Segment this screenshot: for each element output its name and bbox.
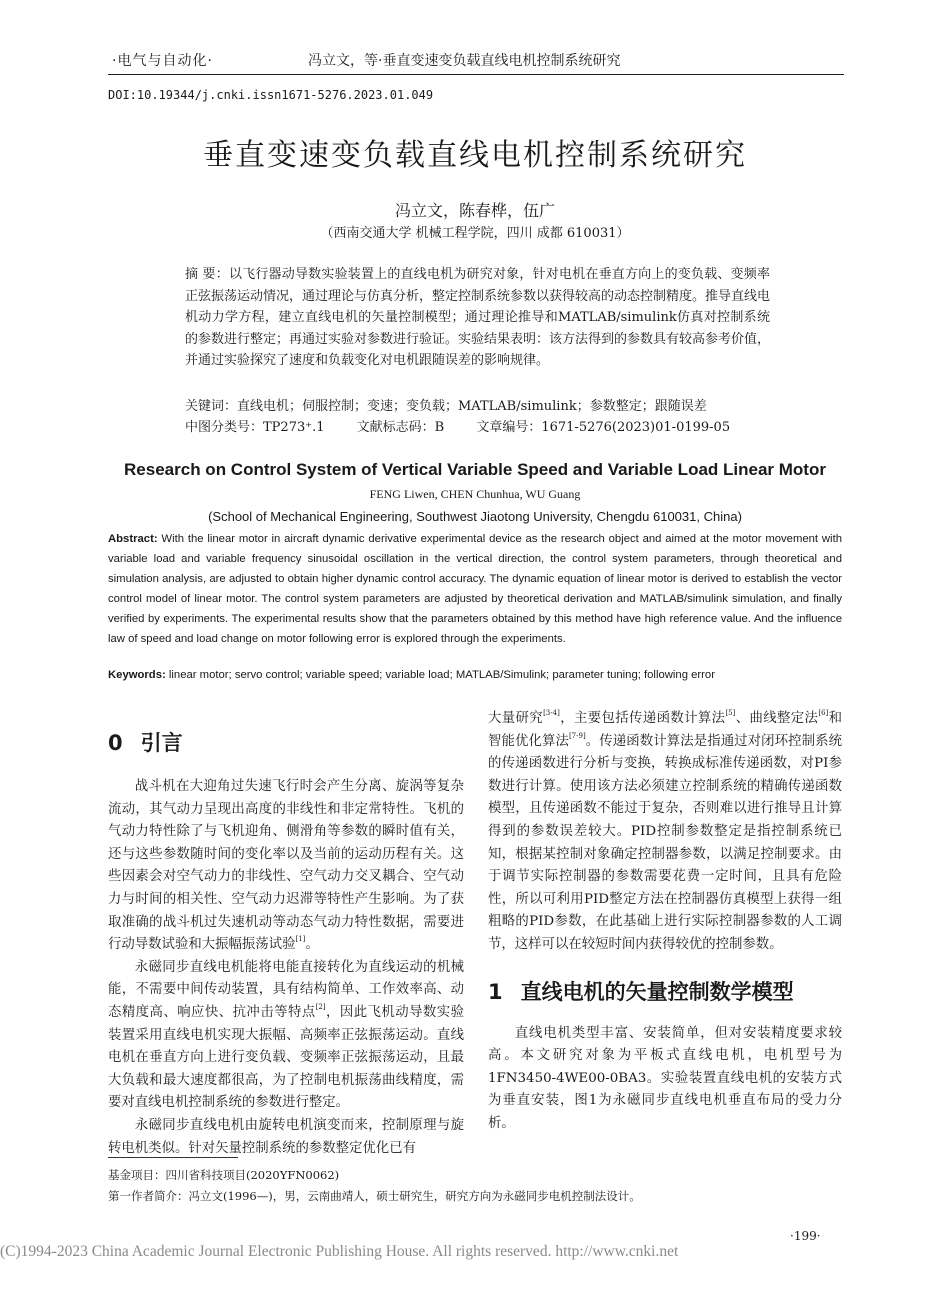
keywords-cn: 关键词：直线电机；伺服控制；变速；变负载；MATLAB/simulink；参数整定；跟随误差 (185, 399, 707, 414)
affiliation-cn: （西南交通大学 机械工程学院，四川 成都 610031） (320, 226, 630, 241)
copyright-watermark: (C)1994-2023 China Academic Journal Electronic Publishing House. All rights reserved. http://www.cnki.net (0, 1243, 679, 1260)
citation: [1] (295, 935, 306, 944)
footnote-author: 第一作者简介：冯立文(1996—)，男，云南曲靖人，硕士研究生，研究方向为永磁同步电机控制法设计。 (108, 1189, 641, 1203)
abstract-cn: 摘 要：以飞行器动导数实验装置上的直线电机为研究对象，针对电机在垂直方向上的变负载、变频率正弦振荡运动情况，通过理论与仿真分析，整定控制系统参数以获得较高的动态控制精度。推导直线电机动力学方程，建立直线电机的矢量控制模型；通过理论推导和MATLAB/simulink仿真对控制系统的参数进行整定；再通过实验对参数进行验证。实验结果表明：该方法得到的参数具有较高参考价值，并通过实验探究了速度和负载变化对电机跟随误差的影响规律。 (185, 267, 771, 369)
keywords-en (108, 669, 842, 681)
abstract-en (108, 529, 842, 650)
running-title: 冯立文，等·垂直变速变负载直线电机控制系统研究 (308, 53, 621, 69)
citation: [5] (725, 709, 736, 717)
paragraph: 战斗机在大迎角过失速飞行时会产生分离、旋涡等复杂流动，其气动力呈现出高度的非线性和非定常特性。飞机的气动力特性除了与飞机迎角、侧滑角等参数的瞬时值有关，还与这些参数随时间的变化率以及当前的运动历程有关。这些因素会对空气动力的非线性、空气动力交叉耦合、空气动力与时间的相关性、空气动力迟滞等特性产生影响。为了获取准确的战斗机过失速机动等动态气动力特性数据，需要进行动导数试验和大振幅振荡试验[1]。 (108, 779, 464, 953)
citation: [2] (315, 1002, 326, 1011)
right-column (488, 708, 842, 1136)
affiliation-en: (School of Mechanical Engineering, Southwest Jiaotong University, Chengdu 610031, China) (208, 509, 742, 524)
journal-section: ·电气与自动化· (112, 53, 213, 69)
footnote-fund: 基金项目：四川省科技项目(2020YFN0062) (108, 1168, 340, 1182)
clc-number: 中图分类号：TP273⁺.1 (185, 420, 325, 435)
citation: [7-9] (568, 731, 586, 740)
citation: [3-4] (543, 709, 560, 717)
section-heading-1 (488, 977, 842, 1007)
abstract-label: Abstract: (108, 533, 158, 545)
authors-en: FENG Liwen, CHEN Chunhua, WU Guang (369, 487, 581, 501)
paper-title-cn: 垂直变速变负载直线电机控制系统研究 (203, 138, 747, 173)
paper-title-en: Research on Control System of Vertical Variable Speed and Variable Load Linear Motor (124, 460, 826, 479)
classification-line (185, 417, 770, 439)
header-rule (108, 74, 844, 75)
section-title: 引言 (140, 731, 183, 755)
section-number: 0 (108, 731, 123, 755)
article-number: 文章编号：1671-5276(2023)01-0199-05 (476, 420, 731, 435)
paragraph: 永磁同步直线电机由旋转电机演变而来，控制原理与旋转电机类似。针对矢量控制系统的参数整定优化已有 (108, 1117, 464, 1156)
keywords-label: Keywords: (108, 669, 166, 681)
keywords-text: linear motor; servo control; variable speed; variable load; MATLAB/Simulink; parameter tuning; following error (168, 669, 715, 681)
paragraph: 永磁同步直线电机能将电能直接转化为直线运动的机械能，不需要中间传动装置，具有结构简单、工作效率高、动态精度高、响应快、抗冲击等特点[2]，因此飞机动导数实验装置采用直线电机实现大振幅、高频率正弦振荡运动。直线电机在垂直方向上进行变负载、变频率正弦振荡运动，且最大负载和最大速度都很高，为了控制电机振荡曲线精度，需要对直线电机控制系统的参数进行整定。 (108, 959, 465, 1111)
footnote-rule (108, 1157, 238, 1158)
doi: DOI:10.19344/j.cnki.issn1671-5276.2023.01.049 (108, 88, 434, 102)
document-code: 文献标志码：B (356, 420, 445, 435)
section-number: 1 (488, 979, 503, 1004)
paragraph: 直线电机类型丰富、安装简单，但对安装精度要求较高。本文研究对象为平板式直线电机，电机型号为1FN3450-4WE00-0BA3。实验装置直线电机的安装方式为垂直安装，图1为永磁同步直线电机垂直布局的受力分析。 (488, 1025, 842, 1131)
section-title: 直线电机的矢量控制数学模型 (520, 979, 794, 1004)
section-heading-0 (108, 728, 464, 758)
paragraph: 大量研究[3-4]，主要包括传递函数计算法[5]、曲线整定法[6]和智能优化算法[7-9]。传递函数计算法是指通过对闭环控制系统的传递函数进行分析与变换，转换成标准传递函数，对PI参数进行计算。使用该方法必须建立控制系统的精确传递函数模型，且传递函数不能过于复杂，否则难以进行推导且计算得到的参数误差较大。PID控制参数整定是指控制系统已知，根据某控制对象确定控制器参数，以满足控制要求。由于调节实际控制器的参数需要花费一定时间，且具有危险性，所以可利用PID整定方法在控制器仿真模型上获得一组粗略的PID参数，在此基础上进行实际控制器参数的人工调节，这样可以在较短时间内获得较优的控制参数。 (488, 709, 843, 952)
page-number: ·199· (790, 1229, 821, 1243)
citation: [6] (818, 709, 829, 717)
authors-cn: 冯立文，陈春桦，伍广 (394, 201, 555, 220)
left-column (108, 728, 464, 1160)
abstract-text: With the linear motor in aircraft dynamic derivative experimental device as the research object and aimed at the motor movement with variable load and variable frequency sinusoidal oscillation in the vertical direction, the control system parameters, through theoretical and simulation analysis, are adjusted to obtain higher dynamic control accuracy. The dynamic equation of linear motor is derived to establish the vector control model of linear motor. The control system parameters are adjusted by theoretical derivation and MATLAB/simulink simulation, and finally verified by experiments. The experimental results show that the parameters obtained by this method have high reference value. And the influence law of speed and load change on motor following error is explored through the experiments. (108, 533, 842, 646)
